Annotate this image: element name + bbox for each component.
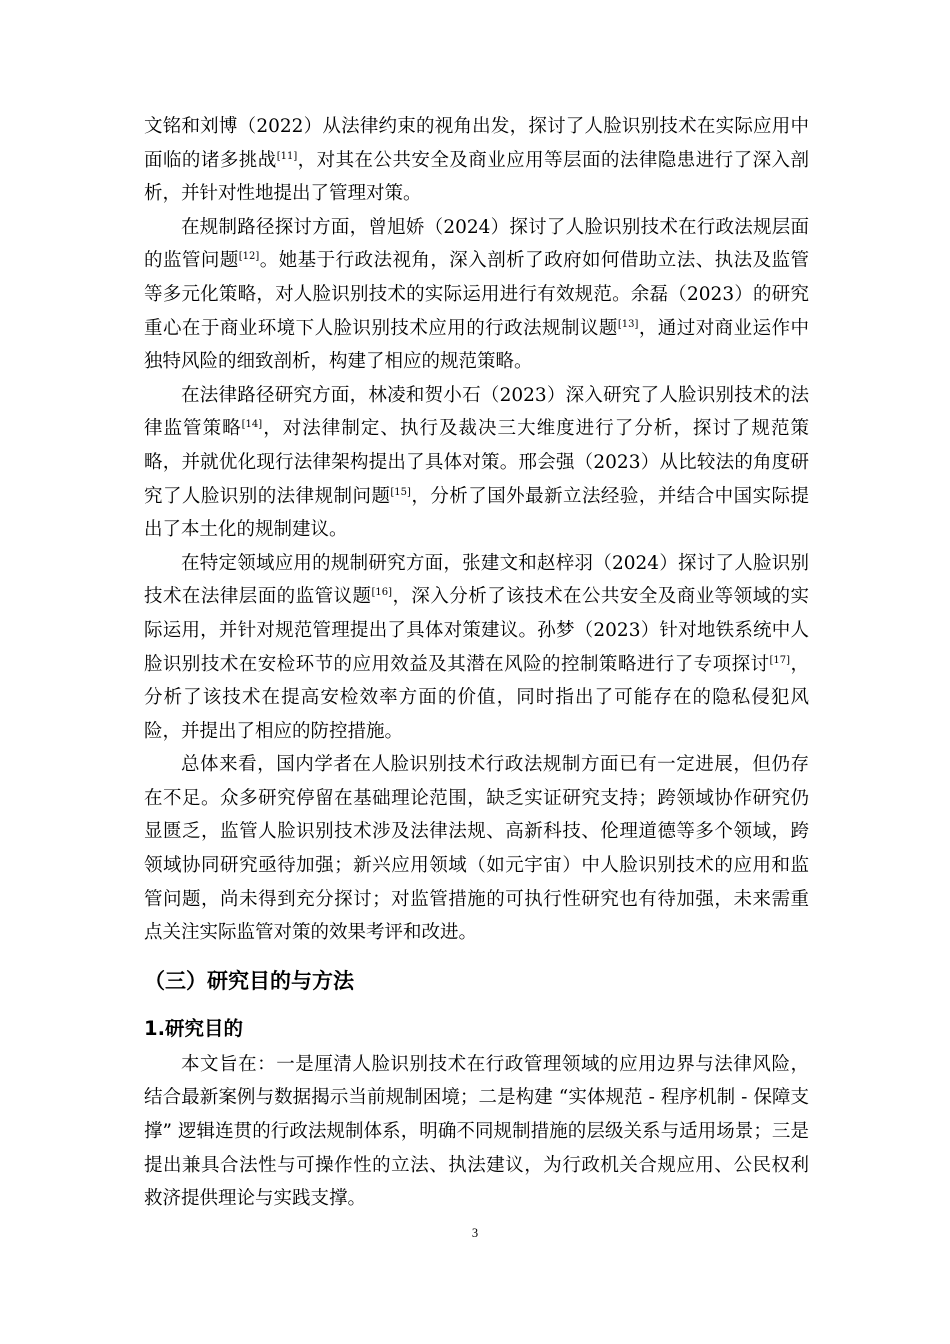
paragraph-literature-constraints: 文铭和刘博（2022）从法律约束的视角出发，探讨了人脸识别技术在实际应用中面临的诸多挑战[11]，对其在公共安全及商业应用等层面的法律隐患进行了深入剖析，并针对性地提出了管理对策。 bbox=[144, 116, 809, 205]
subheading-research-purpose: 1.研究目的 bbox=[144, 1016, 243, 1040]
document-body bbox=[144, 110, 809, 1216]
citation-14[interactable]: [14] bbox=[241, 419, 263, 431]
citation-13[interactable]: [13] bbox=[617, 318, 639, 330]
section-heading: （三）研究目的与方法 bbox=[144, 968, 354, 993]
paragraph-specific-domains: 在特定领域应用的规制研究方面，张建文和赵梓羽（2024）探讨了人脸识别技术在法律层面的监管议题[16]，深入分析了该技术在公共安全及商业等领域的实际运用，并针对规范管理提出了具体对策建议。孙梦（2023）针对地铁系统中人脸识别技术在安检环节的应用效益及其潜在风险的控制策略进行了专项探讨[17]，分析了该技术在提高安检效率方面的价值，同时指出了可能存在的隐私侵犯风险，并提出了相应的防控措施。 bbox=[144, 552, 809, 742]
citation-15[interactable]: [15] bbox=[390, 486, 411, 498]
paragraph-research-purpose: 本文旨在：一是厘清人脸识别技术在行政管理领域的应用边界与法律风险，结合最新案例与数据揭示当前规制困境；二是构建 “实体规范 - 程序机制 - 保障支撑” 逻辑连贯的行政法规制体系，明确不同规制措施的层级关系与适用场景；三是提出兼具合法性与可操作性的立法、执法建议，为行政机关合规应用、公民权利救济提供理论与实践支撑。 bbox=[144, 1053, 809, 1210]
paragraph-summary: 总体来看，国内学者在人脸识别技术行政法规制方面已有一定进展，但仍存在不足。众多研究停留在基础理论范围，缺乏实证研究支持；跨领域协作研究仍显匮乏，监管人脸识别技术涉及法律法规、高新科技、伦理道德等多个领域，跨领域协同研究亟待加强；新兴应用领域（如元宇宙）中人脸识别技术的应用和监管问题，尚未得到充分探讨；对监管措施的可执行性研究也有待加强，未来需重点关注实际监管对策的效果考评和改进。 bbox=[144, 754, 809, 944]
page-number: 3 bbox=[471, 1226, 479, 1240]
citation-11[interactable]: [11] bbox=[276, 150, 298, 162]
paragraph-regulatory-path: 在规制路径探讨方面，曾旭娇（2024）探讨了人脸识别技术在行政法规层面的监管问题[12]。她基于行政法视角，深入剖析了政府如何借助立法、执法及监管等多元化策略，对人脸识别技术的实际运用进行有效规范。余磊（2023）的研究重心在于商业环境下人脸识别技术应用的行政法规制议题[13]，通过对商业运作中独特风险的细致剖析，构建了相应的规范策略。 bbox=[144, 216, 809, 373]
paragraph-legal-path: 在法律路径研究方面，林凌和贺小石（2023）深入研究了人脸识别技术的法律监管策略[14]，对法律制定、执行及裁决三大维度进行了分析，探讨了规范策略，并就优化现行法律架构提出了具体对策。邢会强（2023）从比较法的角度研究了人脸识别的法律规制问题[15]，分析了国外最新立法经验，并结合中国实际提出了本土化的规制建议。 bbox=[144, 384, 809, 541]
citation-16[interactable]: [16] bbox=[371, 587, 392, 599]
citation-12[interactable]: [12] bbox=[238, 251, 260, 263]
citation-17[interactable]: [17] bbox=[769, 654, 791, 666]
